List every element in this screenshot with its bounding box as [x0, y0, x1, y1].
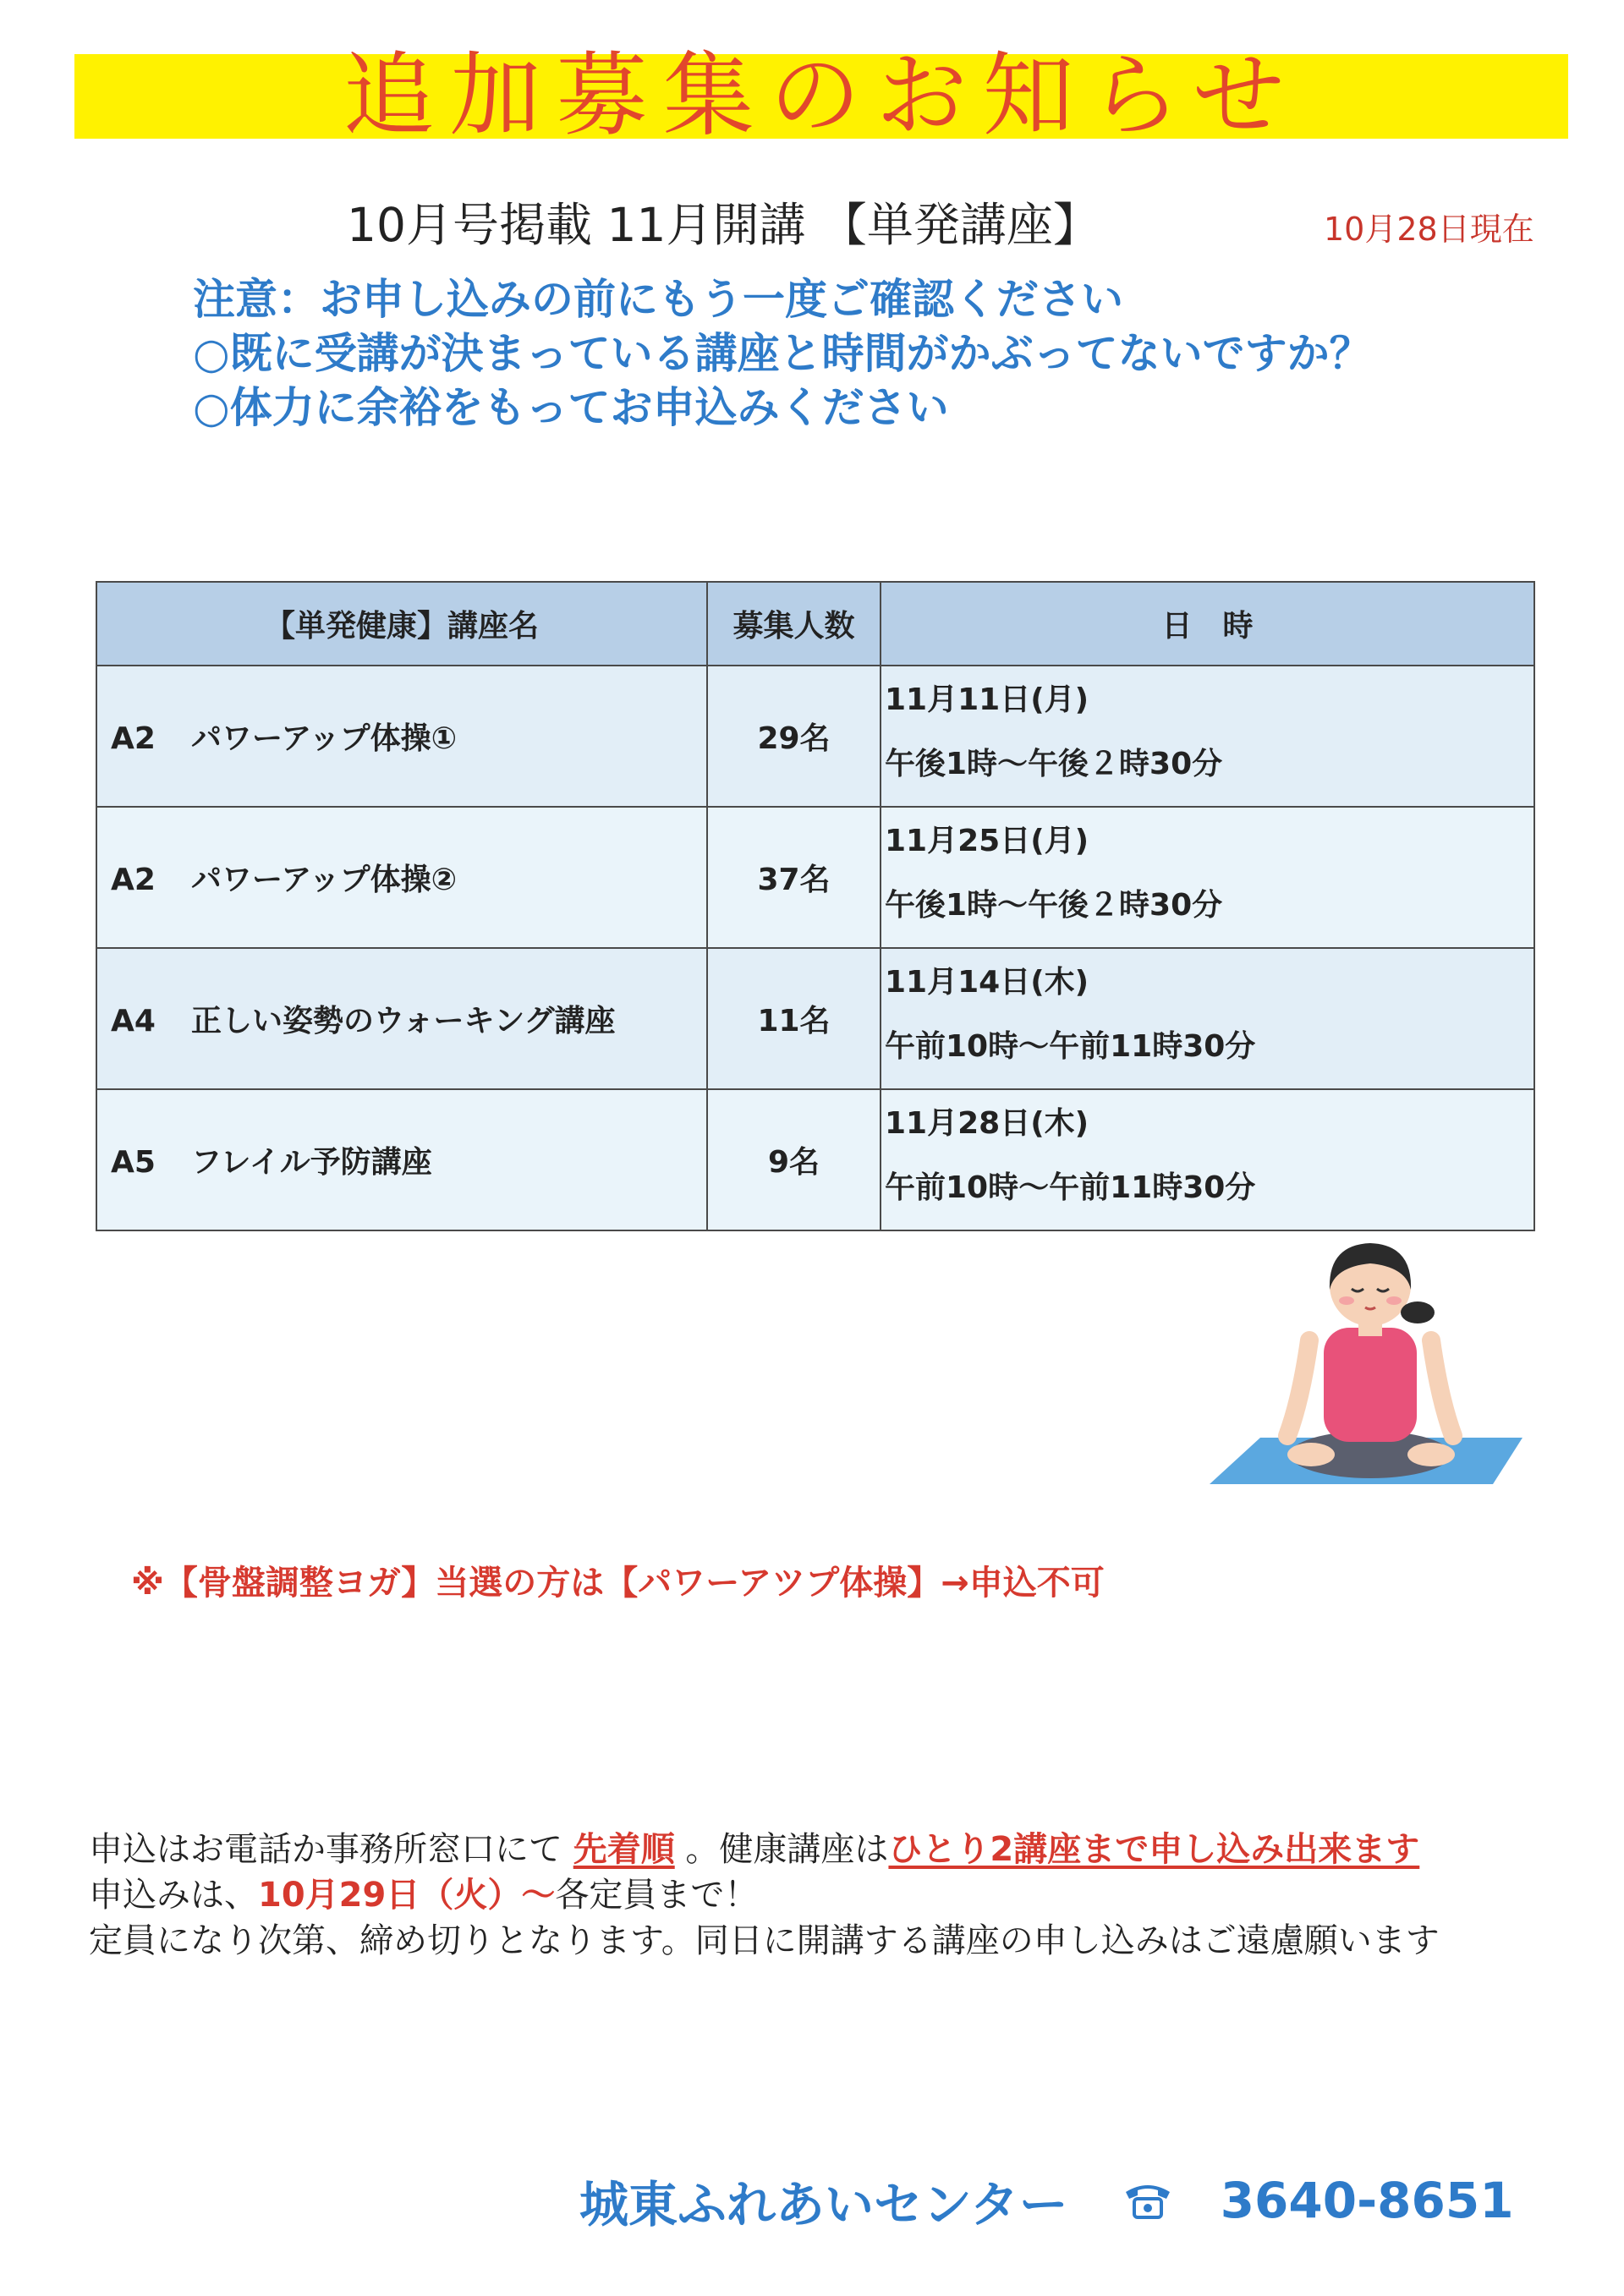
course-date: 11月25日(月): [885, 824, 1089, 858]
warning-note: ※【骨盤調整ヨガ】当選の方は【パワーアツプ体操】→申込不可: [131, 1564, 1105, 1603]
info-text: 申込みは、: [89, 1876, 258, 1915]
info-line-1: [89, 1827, 1440, 1872]
datetime-cell: [881, 1089, 1534, 1230]
table-row: [96, 1089, 1534, 1230]
application-info: [89, 1827, 1440, 1964]
notice-line: ○既に受講が決まっている講座と時間がかぶってないですか？: [193, 329, 1372, 378]
course-code: A4: [111, 1004, 156, 1038]
datetime-cell: [881, 666, 1534, 807]
notice-line: ○体力に余裕をもってお申込みください: [193, 383, 949, 432]
course-name: フレイル予防講座: [191, 1145, 432, 1180]
datetime-cell: [881, 948, 1534, 1089]
info-text: 各定員まで！: [555, 1876, 759, 1915]
info-line-2: [89, 1872, 1440, 1918]
notice-block: [193, 272, 1372, 435]
course-name: パワーアップ体操②: [191, 863, 458, 897]
course-date: 11月11日(月): [885, 682, 1089, 717]
course-time: 午前10時～午前11時30分: [885, 1170, 1256, 1205]
course-time: 午前10時～午前11時30分: [885, 1029, 1256, 1064]
datetime-cell: [881, 807, 1534, 948]
capacity-cell: 37名: [707, 807, 881, 948]
info-text: 。健康講座は: [674, 1830, 889, 1869]
course-code: A2: [111, 863, 156, 897]
info-line-3: 定員になり次第、締め切りとなります。同日に開講する講座の申し込みはご遠慮願います: [89, 1921, 1440, 1960]
first-come-note: 先着順: [573, 1830, 675, 1869]
as-of-date: 10月28日現在: [1324, 211, 1534, 248]
yoga-woman-icon: [1210, 1243, 1522, 1488]
organization-name: 城東ふれあいセンター: [579, 2176, 1068, 2233]
telephone-icon: [1121, 2180, 1175, 2221]
course-date: 11月28日(木): [885, 1106, 1089, 1141]
header-capacity: 募集人数: [707, 582, 881, 666]
footer-contact: [579, 2165, 1514, 2236]
course-code: A2: [111, 721, 156, 756]
title-banner: [74, 43, 1568, 149]
course-table: [96, 581, 1535, 1231]
course-name-cell: [96, 666, 707, 807]
course-name-cell: [96, 807, 707, 948]
header-course-name: 【単発健康】講座名: [96, 582, 707, 666]
phone-number: 3640-8651: [1220, 2172, 1514, 2229]
course-name-cell: [96, 948, 707, 1089]
course-time: 午後1時～午後２時30分: [885, 888, 1223, 923]
capacity-cell: 9名: [707, 1089, 881, 1230]
info-text: 申込はお電話か事務所窓口にて: [89, 1830, 573, 1869]
course-time: 午後1時～午後２時30分: [885, 747, 1223, 781]
page-title: 追加募集のお知らせ: [343, 43, 1300, 149]
notice-line: 注意：お申し込みの前にもう一度ご確認ください: [193, 275, 1123, 324]
table-header-row: [96, 582, 1534, 666]
capacity-cell: 11名: [707, 948, 881, 1089]
start-date: 10月29日（火）～: [258, 1876, 556, 1915]
course-name: 正しい姿勢のウォーキング講座: [191, 1004, 616, 1038]
header-datetime: 日 時: [881, 582, 1534, 666]
course-name: パワーアップ体操①: [191, 721, 458, 756]
course-code: A5: [111, 1145, 156, 1180]
subtitle: 10月号掲載 11月開講 【単発講座】: [347, 198, 1100, 252]
capacity-cell: 29名: [707, 666, 881, 807]
course-date: 11月14日(木): [885, 965, 1089, 1000]
table-row: [96, 807, 1534, 948]
course-name-cell: [96, 1089, 707, 1230]
limit-note: ひとり2講座まで申し込み出来ます: [888, 1830, 1420, 1869]
table-row: [96, 666, 1534, 807]
table-row: [96, 948, 1534, 1089]
